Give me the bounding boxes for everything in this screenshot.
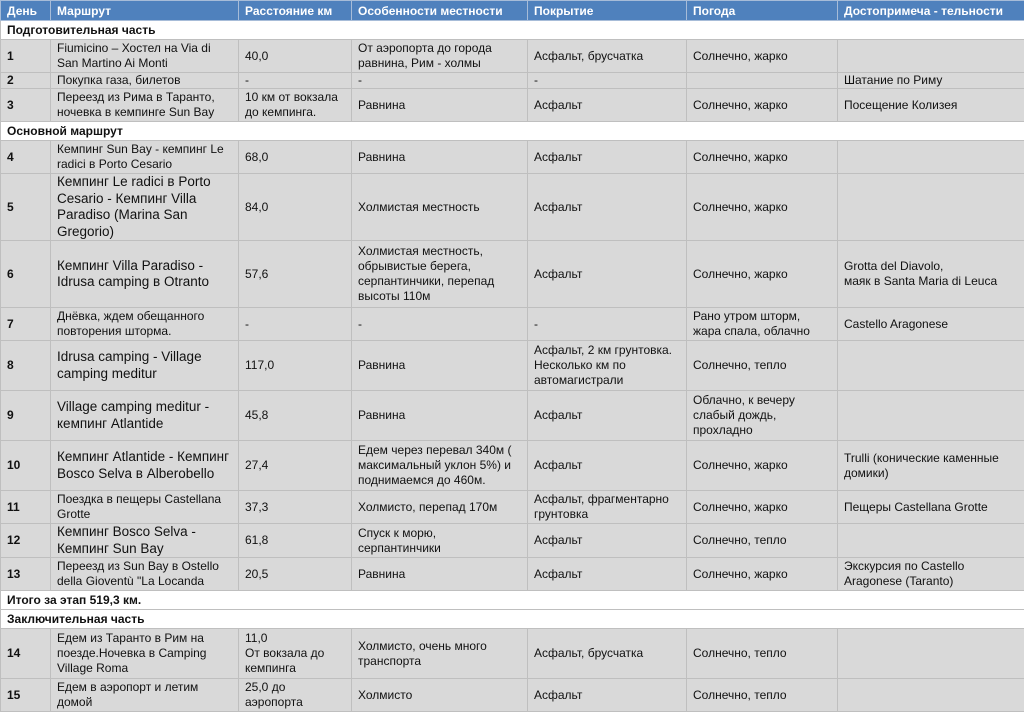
surface-cell: Асфальт — [528, 558, 687, 591]
sights-cell: Пещеры Castellana Grotte — [838, 491, 1024, 524]
day-cell: 5 — [1, 174, 51, 241]
day-cell: 13 — [1, 558, 51, 591]
itinerary-row — [1, 441, 1024, 491]
terrain-cell: Холмисто, перепад 170м — [352, 491, 528, 524]
weather-cell: Солнечно, тепло — [687, 524, 838, 558]
section-label: Итого за этап 519,3 км. — [1, 591, 1024, 610]
sights-cell: Посещение Колизея — [838, 89, 1024, 122]
distance-cell: 117,0 — [239, 341, 352, 391]
section-row — [1, 591, 1024, 610]
sights-cell: Grotta del Diavolo, маяк в Santa Maria di Leuca — [838, 241, 1024, 308]
surface-cell: Асфальт, фрагментарно грунтовка — [528, 491, 687, 524]
weather-cell: Солнечно, жарко — [687, 241, 838, 308]
header-surface: Покрытие — [528, 1, 687, 21]
sights-cell — [838, 679, 1024, 712]
header-sights: Достопримеча - тельности — [838, 1, 1024, 21]
route-cell: Поездка в пещеры Castellana Grotte — [51, 491, 239, 524]
day-cell: 12 — [1, 524, 51, 558]
route-cell: Днёвка, ждем обещанного повторения шторма. — [51, 308, 239, 341]
weather-cell: Солнечно, жарко — [687, 141, 838, 174]
surface-cell: Асфальт — [528, 89, 687, 122]
distance-cell: 68,0 — [239, 141, 352, 174]
surface-cell: Асфальт, брусчатка — [528, 629, 687, 679]
day-cell: 7 — [1, 308, 51, 341]
distance-cell: - — [239, 73, 352, 89]
section-row — [1, 21, 1024, 40]
table-header — [1, 1, 1024, 21]
section-label: Заключительная часть — [1, 610, 1024, 629]
distance-cell: 45,8 — [239, 391, 352, 441]
surface-cell: Асфальт — [528, 241, 687, 308]
header-weather: Погода — [687, 1, 838, 21]
sights-cell: Trulli (конические каменные домики) — [838, 441, 1024, 491]
itinerary-row — [1, 679, 1024, 712]
weather-cell: Солнечно, тепло — [687, 629, 838, 679]
itinerary-row — [1, 629, 1024, 679]
terrain-cell: Холмистая местность — [352, 174, 528, 241]
itinerary-row — [1, 491, 1024, 524]
sights-cell — [838, 341, 1024, 391]
surface-cell: Асфальт — [528, 679, 687, 712]
itinerary-row — [1, 174, 1024, 241]
itinerary-row — [1, 89, 1024, 122]
itinerary-row — [1, 241, 1024, 308]
route-cell: Покупка газа, билетов — [51, 73, 239, 89]
surface-cell: Асфальт — [528, 391, 687, 441]
weather-cell — [687, 73, 838, 89]
distance-cell: 84,0 — [239, 174, 352, 241]
weather-cell: Солнечно, тепло — [687, 679, 838, 712]
route-cell: Кемпинг Bosco Selva - Кемпинг Sun Bay — [51, 524, 239, 558]
weather-cell: Солнечно, жарко — [687, 558, 838, 591]
weather-cell: Солнечно, тепло — [687, 341, 838, 391]
distance-cell: 11,0 От вокзала до кемпинга — [239, 629, 352, 679]
day-cell: 14 — [1, 629, 51, 679]
sights-cell — [838, 524, 1024, 558]
surface-cell: Асфальт — [528, 441, 687, 491]
route-cell: Кемпинг Sun Bay - кемпинг Le radici в Porto Cesario — [51, 141, 239, 174]
sights-cell: Экскурсия по Castello Aragonese (Taranto) — [838, 558, 1024, 591]
day-cell: 15 — [1, 679, 51, 712]
terrain-cell: Равнина — [352, 558, 528, 591]
sights-cell — [838, 174, 1024, 241]
weather-cell: Солнечно, жарко — [687, 89, 838, 122]
distance-cell: 20,5 — [239, 558, 352, 591]
weather-cell: Солнечно, жарко — [687, 40, 838, 73]
route-cell: Кемпинг Le radici в Porto Cesario - Кемпинг Villa Paradiso (Marina San Gregorio) — [51, 174, 239, 241]
day-cell: 2 — [1, 73, 51, 89]
itinerary-row — [1, 73, 1024, 89]
weather-cell: Солнечно, жарко — [687, 441, 838, 491]
day-cell: 3 — [1, 89, 51, 122]
distance-cell: 27,4 — [239, 441, 352, 491]
section-label: Основной маршрут — [1, 122, 1024, 141]
sights-cell: Шатание по Риму — [838, 73, 1024, 89]
section-row — [1, 122, 1024, 141]
distance-cell: - — [239, 308, 352, 341]
distance-cell: 61,8 — [239, 524, 352, 558]
sights-cell — [838, 391, 1024, 441]
route-cell: Кемпинг Villa Paradiso - Idrusa camping в Otranto — [51, 241, 239, 308]
route-cell: Fiumicino – Хостел на Via di San Martino Ai Monti — [51, 40, 239, 73]
sights-cell: Castello Aragonese — [838, 308, 1024, 341]
distance-cell: 10 км от вокзала до кемпинга. — [239, 89, 352, 122]
surface-cell: Асфальт — [528, 174, 687, 241]
terrain-cell: Равнина — [352, 391, 528, 441]
route-cell: Едем в аэропорт и летим домой — [51, 679, 239, 712]
itinerary-row — [1, 40, 1024, 73]
terrain-cell: Равнина — [352, 89, 528, 122]
surface-cell: Асфальт, 2 км грунтовка. Несколько км по автомагистрали — [528, 341, 687, 391]
sights-cell — [838, 629, 1024, 679]
terrain-cell: - — [352, 308, 528, 341]
surface-cell: - — [528, 308, 687, 341]
route-cell: Кемпинг Atlantide - Кемпинг Bosco Selva в Alberobello — [51, 441, 239, 491]
section-row — [1, 610, 1024, 629]
distance-cell: 37,3 — [239, 491, 352, 524]
header-distance: Расстояние км — [239, 1, 352, 21]
terrain-cell: Едем через перевал 340м ( максимальный уклон 5%) и поднимаемся до 460м. — [352, 441, 528, 491]
section-label: Подготовительная часть — [1, 21, 1024, 40]
day-cell: 6 — [1, 241, 51, 308]
terrain-cell: Равнина — [352, 341, 528, 391]
day-cell: 10 — [1, 441, 51, 491]
itinerary-row — [1, 141, 1024, 174]
terrain-cell: Равнина — [352, 141, 528, 174]
itinerary-row — [1, 341, 1024, 391]
surface-cell: Асфальт, брусчатка — [528, 40, 687, 73]
route-cell: Едем из Таранто в Рим на поезде.Ночевка в Camping Village Roma — [51, 629, 239, 679]
weather-cell: Рано утром шторм, жара спала, облачно — [687, 308, 838, 341]
day-cell: 9 — [1, 391, 51, 441]
surface-cell: - — [528, 73, 687, 89]
day-cell: 11 — [1, 491, 51, 524]
sights-cell — [838, 40, 1024, 73]
terrain-cell: Спуск к морю, серпантинчики — [352, 524, 528, 558]
terrain-cell: Холмисто — [352, 679, 528, 712]
terrain-cell: Холмисто, очень много транспорта — [352, 629, 528, 679]
header-day: День — [1, 1, 51, 21]
distance-cell: 57,6 — [239, 241, 352, 308]
terrain-cell: Холмистая местность, обрывистые берега, серпантинчики, перепад высоты 110м — [352, 241, 528, 308]
weather-cell: Солнечно, жарко — [687, 491, 838, 524]
header-row — [1, 1, 1024, 21]
day-cell: 1 — [1, 40, 51, 73]
itinerary-row — [1, 558, 1024, 591]
terrain-cell: От аэропорта до города равнина, Рим - холмы — [352, 40, 528, 73]
terrain-cell: - — [352, 73, 528, 89]
distance-cell: 25,0 до аэропорта — [239, 679, 352, 712]
header-route: Маршрут — [51, 1, 239, 21]
weather-cell: Солнечно, жарко — [687, 174, 838, 241]
route-cell: Переезд из Sun Bay в Ostello della Gioventù "La Locanda — [51, 558, 239, 591]
weather-cell: Облачно, к вечеру слабый дождь, прохладно — [687, 391, 838, 441]
day-cell: 4 — [1, 141, 51, 174]
header-terrain: Особенности местности — [352, 1, 528, 21]
route-cell: Idrusa camping - Village camping meditur — [51, 341, 239, 391]
route-cell: Переезд из Рима в Таранто, ночевка в кемпинге Sun Bay — [51, 89, 239, 122]
surface-cell: Асфальт — [528, 524, 687, 558]
itinerary-row — [1, 524, 1024, 558]
itinerary-row — [1, 308, 1024, 341]
surface-cell: Асфальт — [528, 141, 687, 174]
distance-cell: 40,0 — [239, 40, 352, 73]
itinerary-row — [1, 391, 1024, 441]
sights-cell — [838, 141, 1024, 174]
day-cell: 8 — [1, 341, 51, 391]
route-cell: Village camping meditur - кемпинг Atlantide — [51, 391, 239, 441]
table-body — [1, 21, 1024, 712]
